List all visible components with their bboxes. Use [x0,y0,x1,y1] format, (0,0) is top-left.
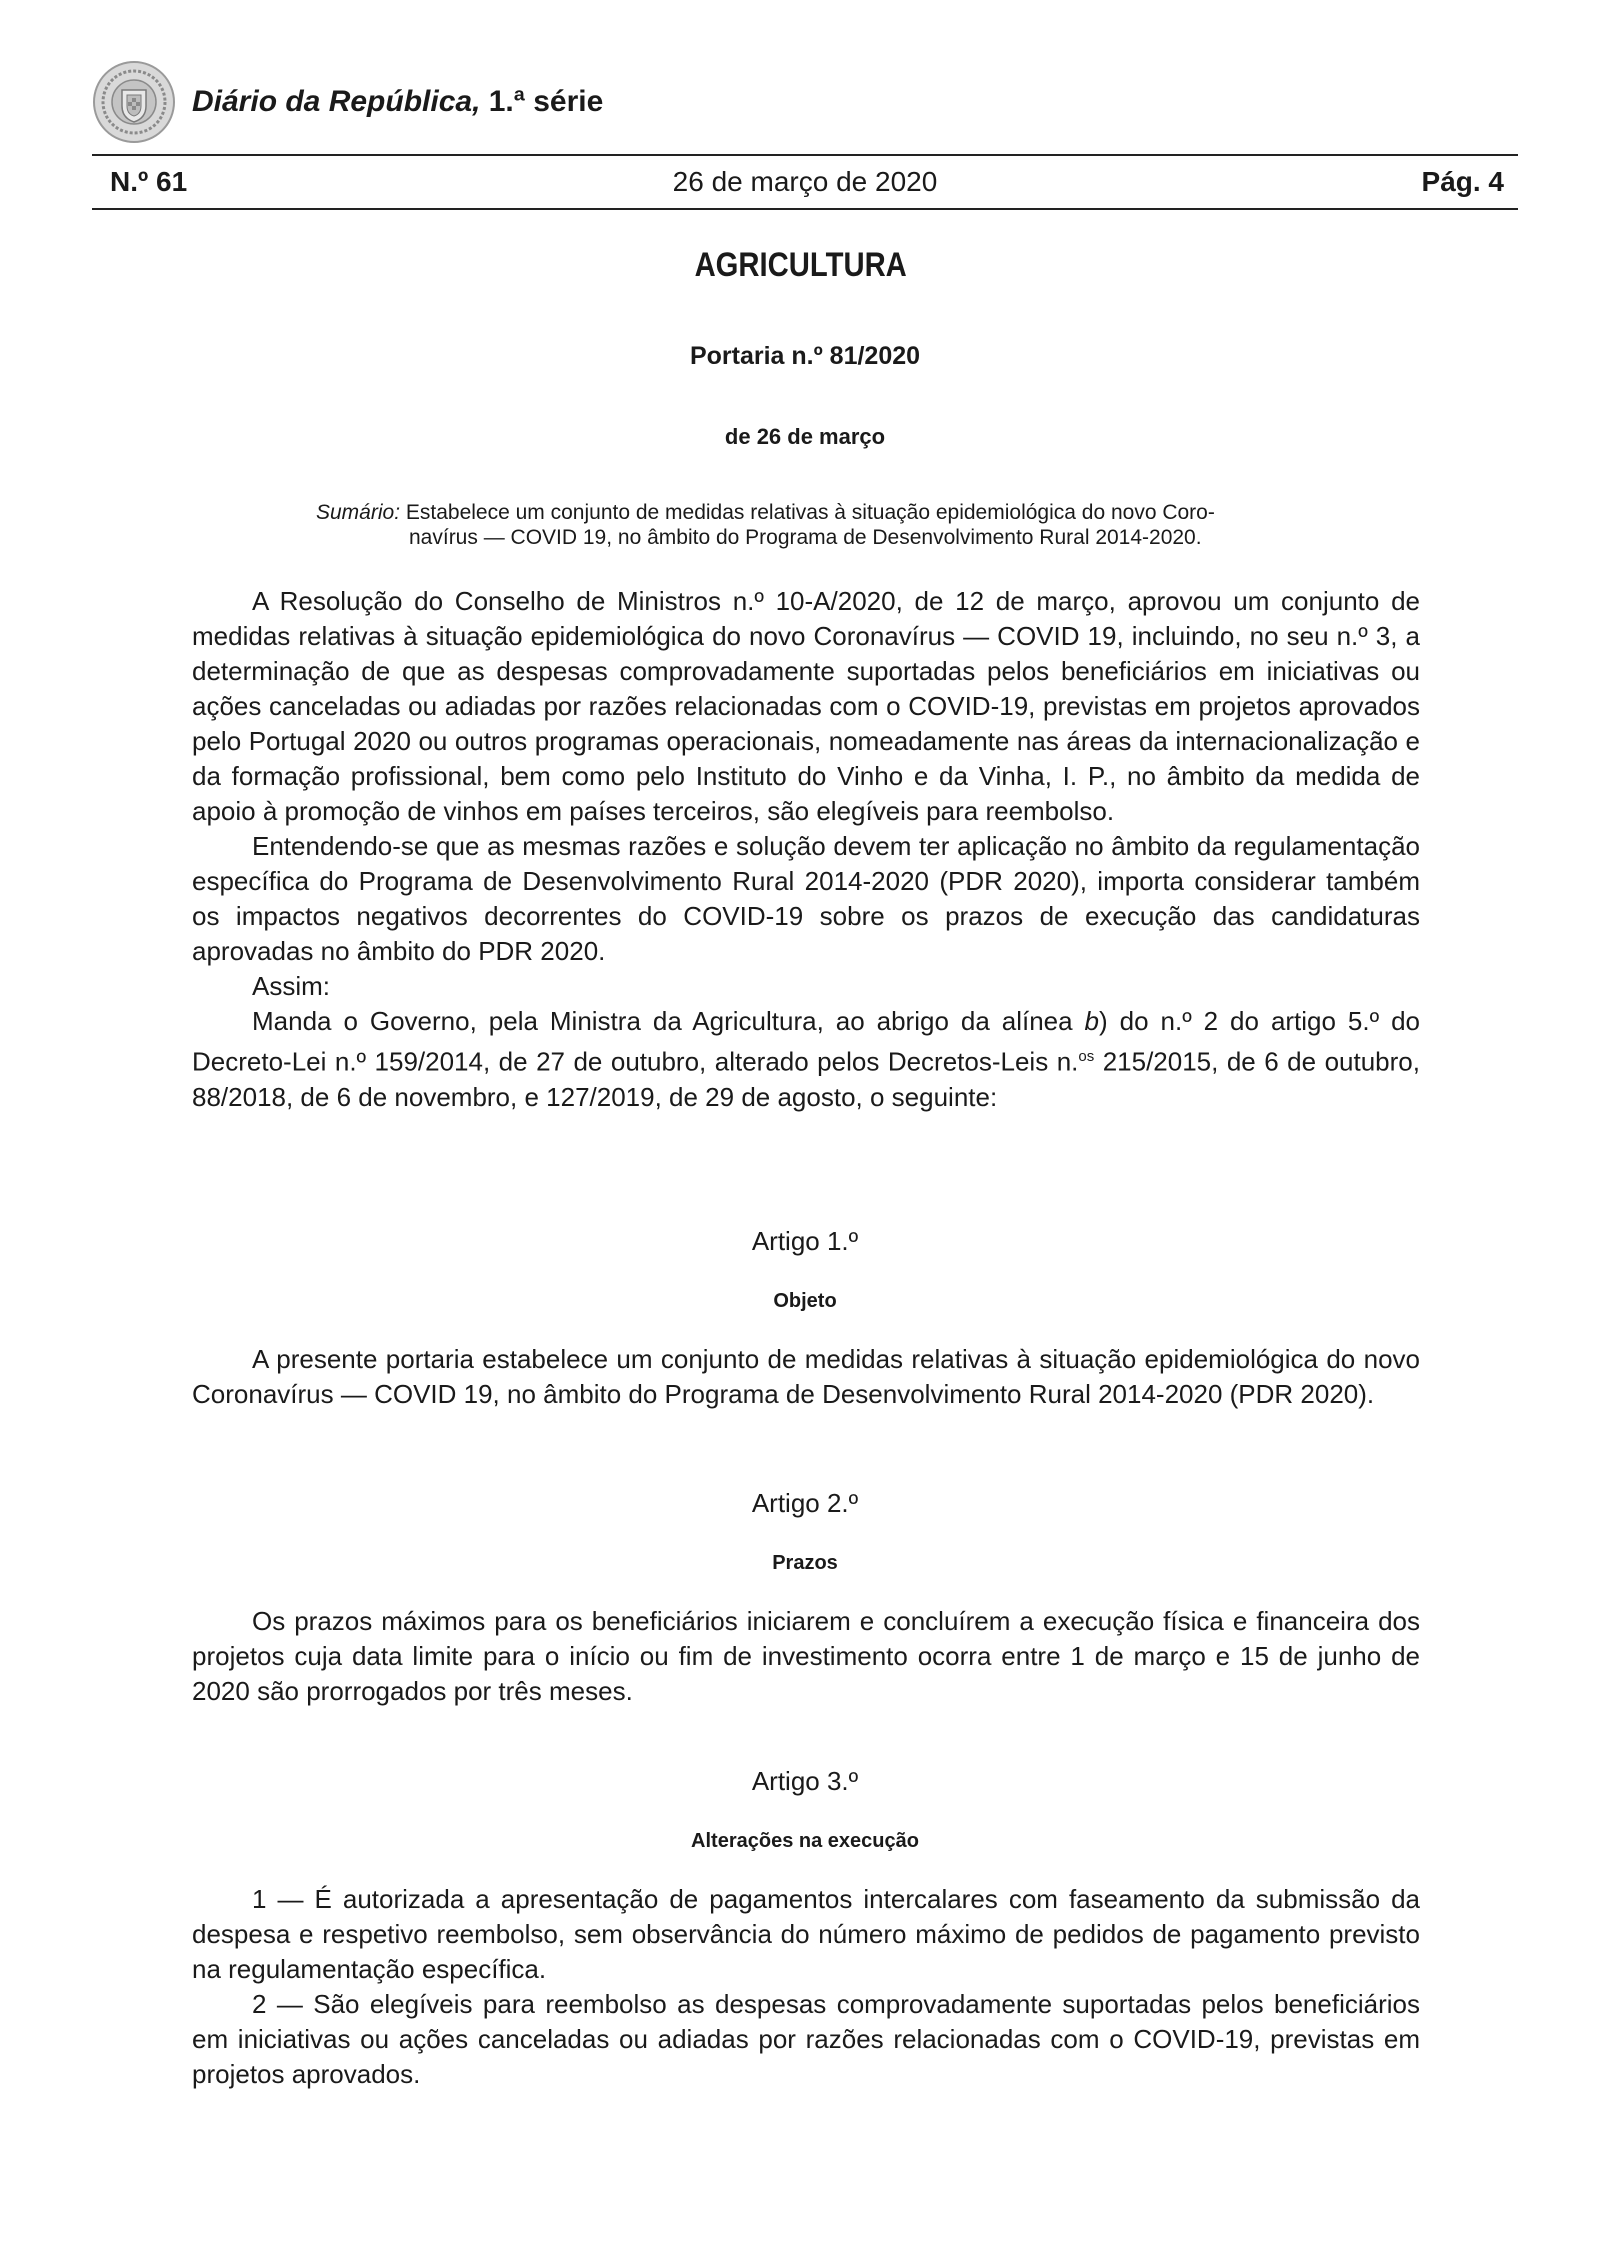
article-3-subtitle: Alterações na execução [691,1830,919,1852]
article-2-subtitle: Prazos [772,1552,838,1574]
article-2-paragraph-1: Os prazos máximos para os beneficiários iniciarem e concluírem a execução física e financeira dos projetos cuja data limite para o início ou fim de investimento ocorra entre 1 de março e 15 de junho de 2020 são prorrogados por três meses. [192,1606,1420,1706]
journal-title [192,85,603,119]
preamble-p4-part-a: Manda o Governo, pela Ministra da Agricultura, ao abrigo da alínea [252,1006,1085,1036]
article-2-body [192,1604,1420,1709]
article-1-subtitle: Objeto [773,1290,837,1312]
issue-number: N.º 61 [110,166,188,197]
issue-date: 26 de março de 2020 [672,166,938,197]
preamble-paragraph-1: A Resolução do Conselho de Ministros n.º 10-A/2020, de 12 de março, aprovou um conjunto de medidas relativas à situação epidemiológica do novo Coronavírus — COVID 19, incluindo, no seu n.º 3, a determinação de que as despesas comprovadamente suportadas pelos beneficiários em iniciativas ou ações canceladas ou adiadas por razões relacionadas com o COVID-19, previstas em projetos aprovados pelo Portugal 2020 ou outros programas operacionais, nomeadamente nas áreas da internacionalização e da formação profissional, bem como pelo Instituto do Vinho e da Vinha, I. P., no âmbito da medida de apoio à promoção de vinhos em países terceiros, são elegíveis para reembolso. [192,586,1420,826]
issue-header [92,166,1518,202]
masthead [90,58,603,146]
article-3-paragraph-2: 2 — São elegíveis para reembolso as despesas comprovadamente suportadas pelos beneficiários em iniciativas ou ações canceladas ou adiadas por razões relacionadas com o COVID-19, previstas em projetos aprovados. [192,1989,1420,2089]
preamble-p4-part-c: ) do n.º 2 do artigo 5.º do Decreto-Lei n.º 159/2014, de 27 de outubro, alterado pelos Decretos-Leis n. [192,1006,1420,1077]
preamble-paragraph-4 [192,1004,1420,1115]
section-title: AGRICULTURA [694,246,907,284]
summary-line-1: Estabelece um conjunto de medidas relativas à situação epidemiológica do novo Coro- [405,501,1215,524]
page-number: Pág. 4 [1421,166,1504,197]
article-3-title: Artigo 3.º [751,1766,859,1796]
preamble-p4-alinea: b [1084,1006,1100,1036]
article-1-body [192,1342,1420,1412]
preamble-paragraph-3: Assim: [252,971,330,1001]
header-rule-top [92,154,1518,156]
article-1-paragraph-1: A presente portaria estabelece um conjunto de medidas relativas à situação epidemiológica do novo Coronavírus — COVID 19, no âmbito do Programa de Desenvolvimento Rural 2014-2020 (PDR 2020). [192,1344,1420,1409]
journal-name: Diário da República, [192,85,481,118]
portaria-title: Portaria n.º 81/2020 [689,342,921,370]
article-3-body [192,1882,1420,2092]
article-1-title: Artigo 1.º [751,1226,859,1256]
preamble-p4-superscript: os [1078,1048,1095,1065]
coat-of-arms-seal-icon [90,58,178,146]
summary [316,500,1296,550]
preamble [192,584,1420,1115]
preamble-p4-part-d: 215/2015, de 6 de outubro, 88/2018, de 6 de novembro, e 127/2019, de 29 de agosto, o seguinte: [192,1046,1420,1112]
portaria-date: de 26 de março [724,424,886,449]
journal-serie: 1.ª série [488,85,604,118]
summary-line-2: navírus — COVID 19, no âmbito do Programa de Desenvolvimento Rural 2014-2020. [409,526,1202,549]
header-rule-bottom [92,208,1518,210]
article-2-title: Artigo 2.º [751,1488,859,1518]
article-3-paragraph-1: 1 — É autorizada a apresentação de pagamentos intercalares com faseamento da submissão da despesa e respetivo reembolso, sem observância do número máximo de pedidos de pagamento previsto na regulamentação específica. [192,1884,1420,1984]
summary-label: Sumário: [316,501,401,524]
preamble-paragraph-2: Entendendo-se que as mesmas razões e solução devem ter aplicação no âmbito da regulamentação específica do Programa de Desenvolvimento Rural 2014-2020 (PDR 2020), importa considerar também os impactos negativos decorrentes do COVID-19 sobre os prazos de execução das candidaturas aprovadas no âmbito do PDR 2020. [192,831,1420,966]
